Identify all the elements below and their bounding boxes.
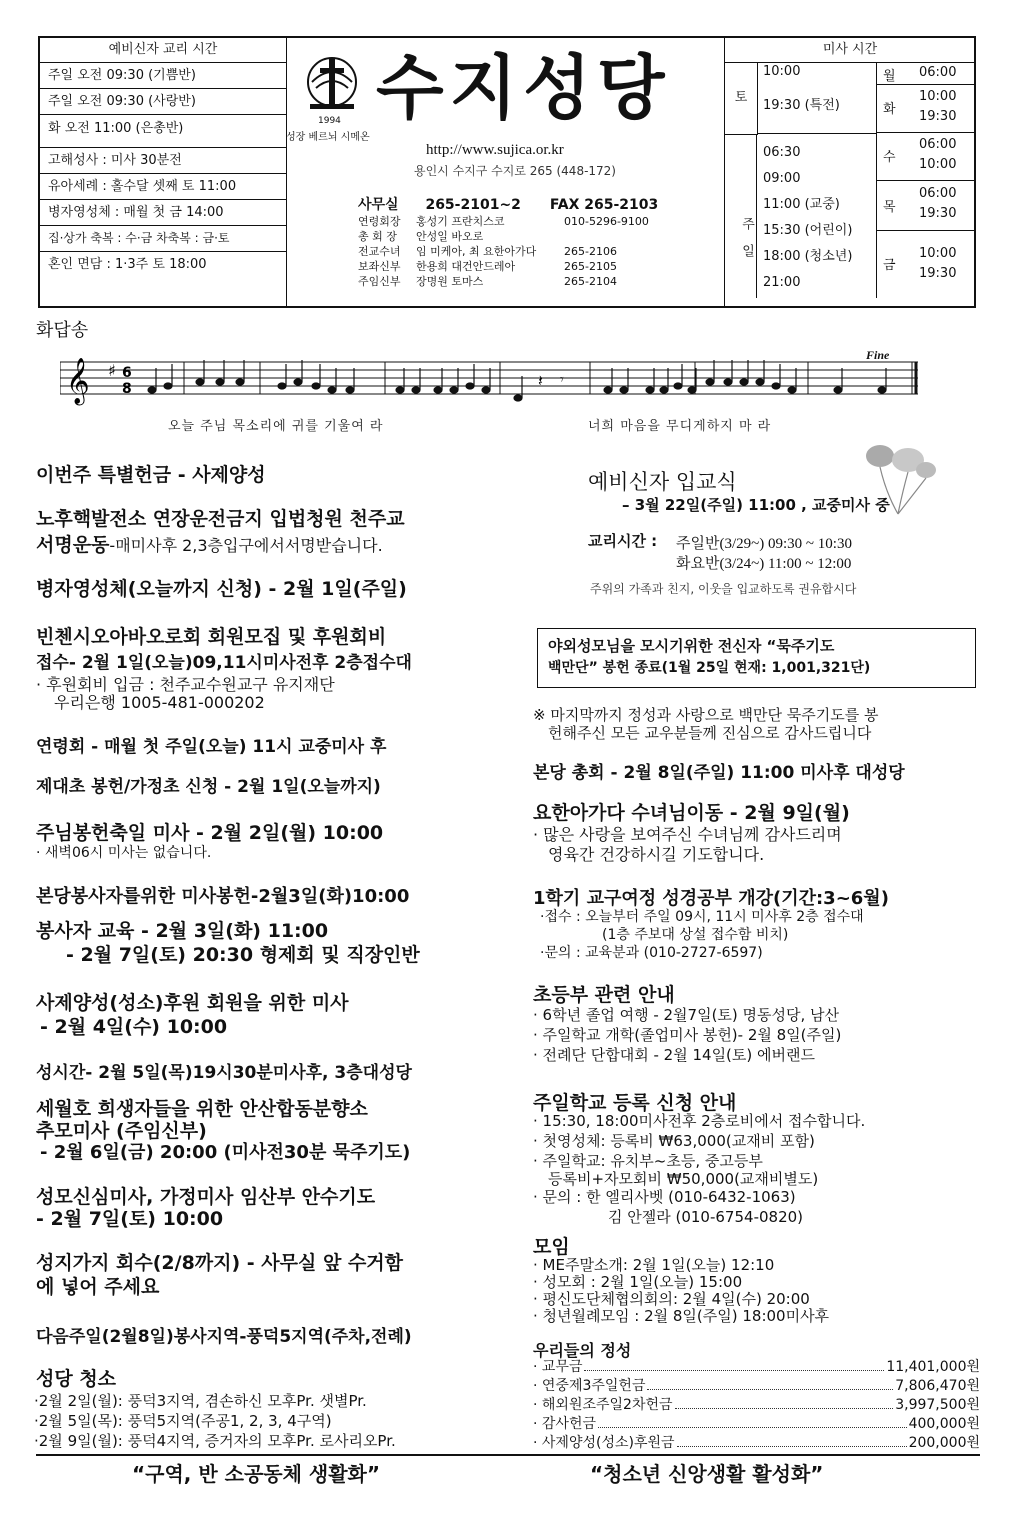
header bbox=[38, 36, 976, 308]
class-time-tue: 화요반(3/24~) 11:00 ~ 12:00 bbox=[676, 556, 852, 572]
meeting-row: · 성모회 : 2월 1일(오늘) 15:00 bbox=[533, 1273, 743, 1291]
sister-thanks: · 많은 사랑을 보여주신 수녀님께 감사드리며 bbox=[533, 825, 842, 844]
cleaning-row: ·2월 5일(목): 풍덕5지역(주공1, 2, 3, 4구역) bbox=[34, 1412, 332, 1430]
marian-mass: 성모신심미사, 가정미사 임산부 안수기도 bbox=[36, 1186, 376, 1208]
catechism-panel bbox=[40, 38, 287, 306]
catechism-row: 주일 오전 09:30 (사랑반) bbox=[40, 89, 286, 115]
meeting-row: · 청년월례모임 : 2월 8일(주일) 18:00미사후 bbox=[533, 1307, 830, 1325]
meeting-row: · ME주말소개: 2월 1일(오늘) 12:10 bbox=[533, 1256, 775, 1274]
petition-title: 노후핵발전소 연장운전금지 입법청원 천주교 bbox=[36, 508, 405, 530]
logo-caption: 성장 베르뇌 시메온 bbox=[286, 132, 370, 143]
church-cleaning: 성당 청소 bbox=[36, 1368, 117, 1390]
invite-note: 주위의 가족과 친지, 이웃을 입교하도록 권유합시다 bbox=[590, 582, 857, 596]
staff-list bbox=[358, 214, 649, 289]
class-time-label: 교리시간 : bbox=[588, 532, 658, 550]
footer-right-slogan: “청소년 신앙생활 활성화” bbox=[590, 1462, 824, 1486]
svg-text:𝄽: 𝄽 bbox=[538, 371, 543, 390]
cleaning-row: ·2월 2일(월): 풍덕3지역, 겸손하신 모후Pr. 샛별Pr. bbox=[34, 1392, 367, 1410]
sunday-school-reg: 주일학교 등록 신청 안내 bbox=[533, 1092, 737, 1114]
sick-communion: 병자영성체(오늘까지 신청) - 2월 1일(주일) bbox=[36, 578, 407, 600]
weekday-row: 화 10:00 19:30 bbox=[877, 84, 975, 133]
elementary-row: · 6학년 졸업 여행 - 2월7일(토) 명동성당, 남산 bbox=[533, 1006, 840, 1024]
sacrament-row: 고해성사 : 미사 30분전 bbox=[40, 148, 286, 174]
vincent-account: 우리은행 1005-481-000202 bbox=[54, 693, 265, 712]
funeral-society: 연령회 - 매월 첫 주일(오늘) 11시 교중미사 후 bbox=[36, 737, 387, 757]
ceremony-date: – 3월 22일(주일) 11:00 , 교중미사 중 bbox=[622, 496, 890, 514]
footer-divider bbox=[36, 1454, 980, 1456]
weekday-times bbox=[877, 62, 975, 298]
vincent-date: 접수- 2월 1일(오늘)09,11시미사전후 2층접수대 bbox=[36, 653, 412, 673]
sunday-school-row: · 주일학교: 유치부~초등, 중고등부 bbox=[533, 1152, 763, 1170]
vincent-bank: · 후원회비 입금 : 천주교수원교구 유지재단 bbox=[36, 675, 335, 694]
bible-study: 1학기 교구여정 성경공부 개강(기간:3~6월) bbox=[533, 888, 889, 909]
sacrament-row: 병자영성체 : 매월 첫 금 14:00 bbox=[40, 200, 286, 226]
sunday-school-row: · 문의 : 한 엘리사벳 (010-6432-1063) bbox=[533, 1188, 796, 1206]
bible-study-reg: ·접수 : 오늘부터 주일 09시, 11시 미사후 2층 접수대 bbox=[540, 909, 864, 925]
fax-number: FAX 265-2103 bbox=[549, 197, 659, 213]
weekday-row: 목 06:00 19:30 bbox=[877, 180, 975, 231]
church-address: 용인시 수지구 수지로 265 (448-172) bbox=[414, 164, 616, 178]
elementary-row: · 전례단 단합대회 - 2월 14일(토) 에버랜드 bbox=[533, 1046, 815, 1064]
sunday-school-row: · 첫영성체: 등록비 ₩63,000(교재비 포함) bbox=[533, 1132, 815, 1150]
footer-left-slogan: “구역, 반 소공동체 생활화” bbox=[132, 1462, 380, 1486]
sunday-school-row: · 15:30, 18:00미사전후 2층로비에서 접수합니다. bbox=[533, 1112, 866, 1130]
elementary-row: · 주일학교 개학(졸업미사 봉헌)- 2월 8일(주일) bbox=[533, 1026, 842, 1044]
psalm-title: 화답송 bbox=[36, 320, 89, 341]
catechism-row: 주일 오전 09:30 (기쁨반) bbox=[40, 63, 286, 89]
offering-row: · 사제양성(성소)후원금 200,000원 bbox=[533, 1432, 980, 1452]
sacrament-row: 혼인 면담 : 1·3주 토 18:00 bbox=[48, 257, 207, 272]
sacrament-row: 유아세례 : 홀수달 셋째 토 11:00 bbox=[40, 174, 286, 200]
presentation-mass: 주님봉헌축일 미사 - 2월 2일(월) 10:00 bbox=[36, 822, 384, 844]
psalm-lyrics-2: 너희 마음을 무디게하지 마 라 bbox=[588, 419, 772, 434]
elementary-info: 초등부 관련 안내 bbox=[533, 984, 675, 1006]
next-week-service: 다음주일(2월8일)봉사지역-풍덕5지역(주차,전례) bbox=[36, 1327, 412, 1347]
bible-study-contact: ·문의 : 교육분과 (010-2727-6597) bbox=[540, 945, 763, 961]
holy-hour: 성시간- 2월 5일(목)19시30분미사후, 3층대성당 bbox=[36, 1063, 412, 1083]
sunday-school-row: 등록비+자모회비 ₩50,000(교재비별도) bbox=[548, 1170, 819, 1188]
staff-row: 연령회장 홍성기 프란치스코 010-5296-9100 bbox=[358, 215, 649, 228]
mass-schedule bbox=[724, 38, 975, 306]
sacrament-row: 집·상가 축복 : 수·금 차축복 : 금·토 bbox=[40, 226, 286, 252]
candle-offering: 제대초 봉헌/가정초 신청 - 2월 1일(오늘까지) bbox=[36, 777, 381, 797]
office-contact bbox=[358, 194, 658, 214]
offering-row: · 감사헌금 400,000원 bbox=[533, 1413, 980, 1433]
meetings: 모임 bbox=[533, 1236, 570, 1258]
offering-row: · 연중제3주일헌금 7,806,470원 bbox=[533, 1375, 980, 1395]
fine-mark: Fine bbox=[866, 348, 890, 362]
svg-text:8: 8 bbox=[122, 381, 132, 397]
rosary-line-1: 야외성모님을 모시기위한 전신자 “묵주기도 bbox=[548, 637, 835, 655]
class-time-sun: 주일반(3/29~) 09:30 ~ 10:30 bbox=[676, 536, 852, 552]
sunday-school-row: 김 안젤라 (010-6754-0820) bbox=[608, 1208, 804, 1226]
cleaning-row: ·2월 9일(월): 풍덕4지역, 증거자의 모후Pr. 로사리오Pr. bbox=[34, 1432, 396, 1450]
church-url[interactable]: http://www.sujica.or.kr bbox=[426, 142, 564, 158]
volunteer-edu-2: - 2월 7일(토) 20:30 형제회 및 직장인반 bbox=[66, 944, 420, 966]
vocation-mass: 사제양성(성소)후원 회원을 위한 미사 bbox=[36, 992, 349, 1014]
sun-label: 주일 bbox=[725, 134, 757, 298]
music-staff bbox=[60, 350, 924, 412]
thanks-note-2: 헌해주신 모든 교우분들께 진심으로 감사드립니다 bbox=[548, 724, 872, 742]
marian-mass-date: - 2월 7일(토) 10:00 bbox=[36, 1208, 224, 1230]
catechumen-ceremony: 예비신자 입교식 bbox=[588, 470, 737, 494]
sewol-mass-date: - 2월 6일(금) 20:00 (미사전30분 묵주기도) bbox=[40, 1142, 411, 1163]
church-name: 수지성당 bbox=[376, 47, 671, 129]
logo-year: 1994 bbox=[318, 116, 341, 126]
offering-row: · 해외원조주일2차헌금 3,997,500원 bbox=[533, 1394, 980, 1414]
sat-times: 10:00 19:30 (특전) bbox=[757, 62, 877, 134]
catechism-title: 예비신자 교리 시간 bbox=[40, 38, 286, 63]
weekday-row: 수 06:00 10:00 bbox=[877, 132, 975, 181]
parish-assembly: 본당 총회 - 2월 8일(주일) 11:00 미사후 대성당 bbox=[533, 763, 905, 783]
office-phone: 265-2101~2 bbox=[425, 197, 521, 213]
office-label: 사무실 bbox=[358, 197, 399, 213]
volunteer-mass: 본당봉사자를위한 미사봉헌-2월3일(화)10:00 bbox=[36, 886, 410, 907]
sat-label: 토 bbox=[725, 62, 758, 135]
volunteer-edu: 봉사자 교육 - 2월 3일(화) 11:00 bbox=[36, 920, 329, 942]
weekday-row: 월 06:00 bbox=[877, 62, 975, 85]
treble-clef-icon: 𝄞 bbox=[66, 358, 90, 404]
no-dawn-mass: · 새벽06시 미사는 없습니다. bbox=[36, 845, 212, 861]
catechism-row: 화 오전 11:00 (은총반) bbox=[40, 115, 286, 148]
sister-transfer: 요한아가다 수녀님이동 - 2월 9일(월) bbox=[533, 802, 850, 824]
svg-text:♯: ♯ bbox=[108, 361, 116, 380]
weekday-row: 금 10:00 19:30 bbox=[883, 246, 957, 281]
svg-text:𝄾: 𝄾 bbox=[560, 372, 564, 388]
offering-row: · 교무금 11,401,000원 bbox=[533, 1356, 980, 1376]
petition-line: 서명운동-매미사후 2,3층입구에서서명받습니다. bbox=[36, 534, 383, 556]
staff-row: 주임신부 장명원 토마스 265-2104 bbox=[358, 275, 617, 288]
sewol-mass: 세월호 희생자들을 위한 안산합동분향소 bbox=[36, 1098, 368, 1120]
special-collection: 이번주 특별헌금 - 사제양성 bbox=[36, 464, 266, 486]
sun-times: 06:30 09:00 11:00 (교중) 15:30 (어린이) 18:00 (청소년) 21:00 bbox=[757, 134, 877, 298]
vincent-title: 빈첸시오아바오로회 회원모집 및 후원회비 bbox=[36, 626, 387, 648]
sewol-mass-2: 추모미사 (주임신부) bbox=[36, 1120, 207, 1142]
staff-row: 총 회 장 안성일 바오로 bbox=[358, 230, 484, 243]
staff-row: 전교수녀 임 미케아, 최 요한아가다 265-2106 bbox=[358, 245, 617, 258]
offerings-title: 우리들의 정성 bbox=[533, 1341, 632, 1360]
mass-title: 미사 시간 bbox=[725, 38, 975, 63]
staff-row: 보좌신부 한용희 대건안드레아 265-2105 bbox=[358, 260, 617, 273]
vocation-mass-date: - 2월 4일(수) 10:00 bbox=[40, 1016, 228, 1038]
time-signature: 6 bbox=[122, 365, 132, 381]
church-info bbox=[286, 38, 724, 306]
psalm-lyrics-1: 오늘 주님 목소리에 귀를 기울여 라 bbox=[168, 419, 384, 434]
rosary-line-2: 백만단” 봉헌 종료(1월 25일 현재: 1,001,321단) bbox=[548, 660, 871, 676]
rosary-box bbox=[537, 628, 976, 688]
sister-thanks-2: 영육간 건강하시길 기도합니다. bbox=[548, 845, 765, 864]
palm-return-2: 에 넣어 주세요 bbox=[36, 1276, 160, 1298]
meeting-row: · 평신도단체협의회의: 2월 4일(수) 20:00 bbox=[533, 1290, 810, 1308]
thanks-note: ※ 마지막까지 정성과 사랑으로 백만단 묵주기도를 봉 bbox=[533, 706, 879, 724]
palm-return: 성지가지 회수(2/8까지) - 사무실 앞 수거함 bbox=[36, 1252, 404, 1274]
bible-study-reg-2: (1층 주보대 상설 접수함 비치) bbox=[602, 927, 789, 943]
